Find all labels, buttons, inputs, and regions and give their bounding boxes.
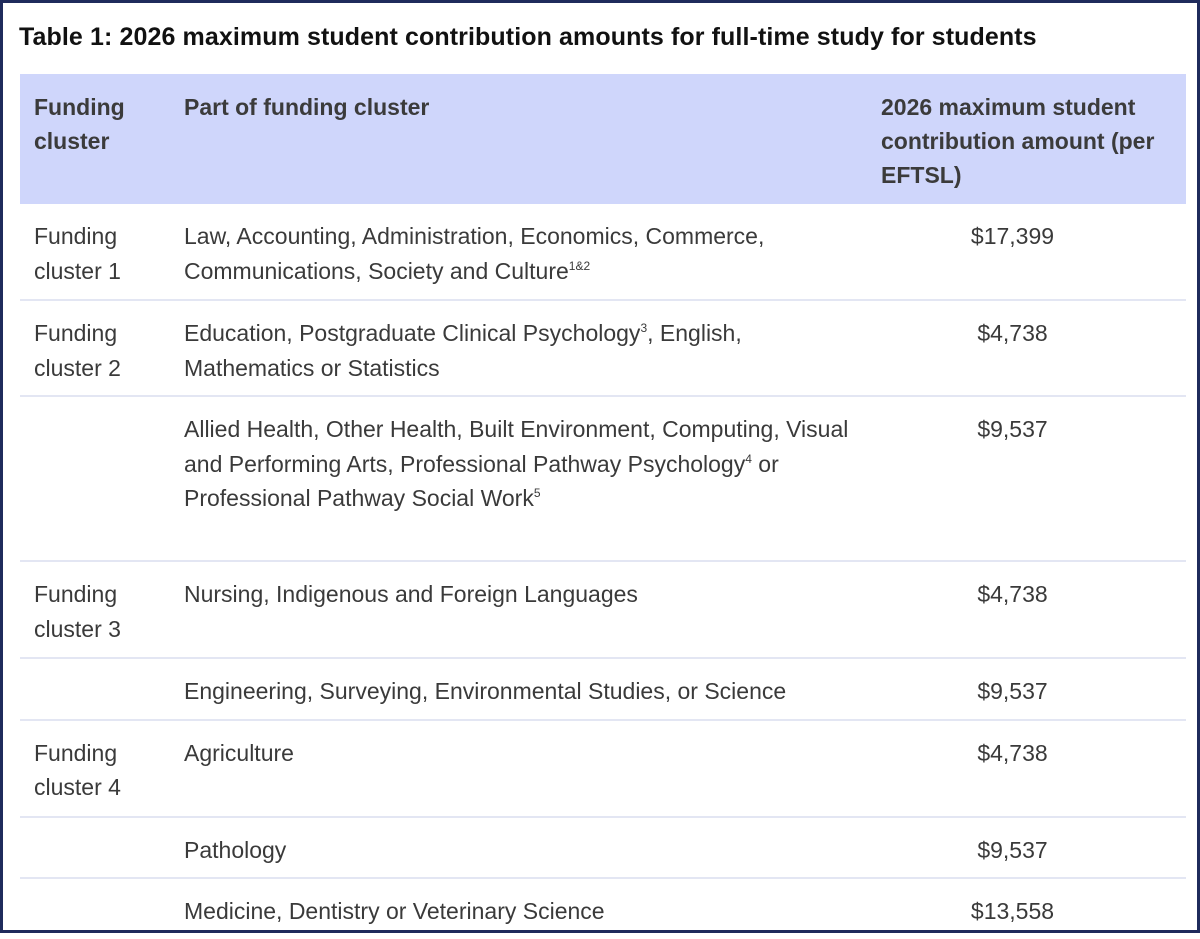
- table-row: [20, 658, 1186, 720]
- contribution-table: [20, 74, 1186, 939]
- part-text-continued: or Professional Pathway Social Work: [184, 450, 779, 511]
- part-cell: [170, 396, 865, 561]
- table-row: [20, 204, 1186, 300]
- amount-cell: $9,537: [865, 817, 1186, 879]
- part-text: Education, Postgraduate Clinical Psychology: [184, 320, 641, 346]
- amount-cell: $17,399: [865, 204, 1186, 300]
- amount-cell: $13,558: [970, 898, 1055, 924]
- footnote-marker: 5: [533, 486, 541, 500]
- table-row: [20, 817, 1186, 879]
- footnote-marker: 1&2: [568, 258, 591, 273]
- footnote-marker: 3: [640, 321, 648, 335]
- part-cell: Agriculture: [170, 720, 865, 817]
- table-header-row: [20, 74, 1186, 204]
- table-row: [20, 878, 1186, 939]
- header-max-amount: 2026 maximum student contribution amount (per EFTSL): [865, 74, 1186, 204]
- amount-cell: $4,738: [865, 720, 1186, 817]
- part-cell: Medicine, Dentistry or Veterinary Science: [184, 898, 605, 924]
- header-part-of-cluster: Part of funding cluster: [170, 74, 865, 204]
- part-cell: Nursing, Indigenous and Foreign Languages: [170, 561, 865, 658]
- cluster-cell: Funding cluster 4: [20, 720, 170, 817]
- amount-cell: $9,537: [865, 658, 1186, 720]
- table-row: [20, 720, 1186, 817]
- table-row: [20, 396, 1186, 561]
- part-cell: [170, 204, 865, 300]
- cluster-cell: Funding cluster 2: [20, 300, 170, 396]
- part-text: Allied Health, Other Health, Built Environment, Computing, Visual and Performing Arts, Professional Pathway Psychology: [184, 416, 849, 477]
- cluster-cell: [20, 658, 170, 720]
- cluster-cell: Funding cluster 3: [20, 561, 170, 658]
- part-text: Law, Accounting, Administration, Economics, Commerce, Communications, Society and Culture: [184, 223, 765, 284]
- part-cell: Engineering, Surveying, Environmental Studies, or Science: [170, 658, 865, 720]
- table-caption: Table 1: 2026 maximum student contribution amounts for full-time study for students: [19, 23, 1037, 51]
- cluster-cell: [20, 396, 170, 561]
- amount-cell: $4,738: [865, 561, 1186, 658]
- table-row: [20, 300, 1186, 396]
- amount-cell: $9,537: [865, 396, 1186, 561]
- cluster-cell: [20, 878, 170, 939]
- footnote-marker: 4: [745, 451, 752, 466]
- table-row: [20, 561, 1186, 658]
- amount-cell: $4,738: [865, 300, 1186, 396]
- cluster-cell: [20, 817, 170, 879]
- cluster-cell: Funding cluster 1: [20, 204, 170, 300]
- header-funding-cluster: Funding cluster: [20, 74, 170, 204]
- part-text-continued: , English, Mathematics or Statistics: [184, 320, 742, 381]
- part-cell: Pathology: [170, 817, 865, 879]
- part-cell: [170, 300, 865, 396]
